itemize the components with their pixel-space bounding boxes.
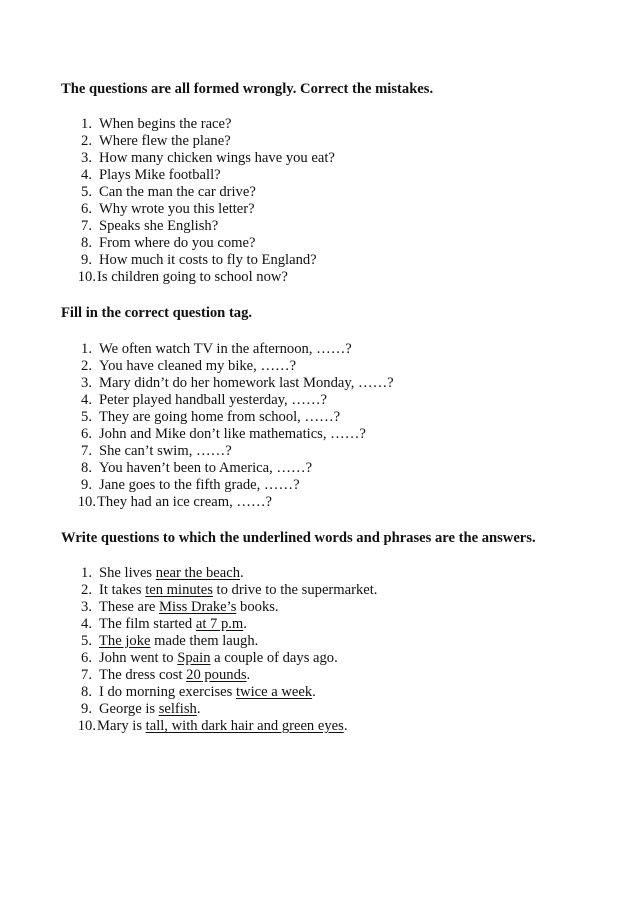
item-text-part: She lives (99, 565, 156, 581)
item-text-part: . (343, 718, 348, 734)
item-text-part: Speaks she English? (99, 218, 219, 234)
item-text-part: . (312, 684, 316, 700)
item-number: 3. (81, 599, 92, 615)
item-number: 9. (81, 701, 92, 717)
item-text-part: made them laugh. (150, 633, 259, 649)
item-text (99, 684, 316, 701)
item-number: 1. (81, 565, 92, 581)
item-text (99, 184, 256, 201)
item-number: 9. (81, 477, 92, 493)
item-text (99, 409, 340, 426)
item-text-part: The film started (99, 616, 196, 632)
item-text-part: These are (99, 599, 159, 615)
item-text-part: Where flew the plane? (99, 133, 231, 149)
item-text (99, 701, 200, 718)
item-text (99, 426, 366, 443)
item-text-part: . (240, 565, 244, 581)
item-text-part: From where do you come? (99, 235, 256, 251)
item-text (99, 375, 394, 392)
item-number: 4. (81, 392, 92, 408)
item-text (99, 616, 247, 633)
item-text (97, 269, 288, 286)
item-number: 6. (81, 201, 92, 217)
item-text-part: When begins the race? (99, 116, 232, 132)
item-text-part: Mary didn’t do her homework last Monday, ……? (99, 375, 394, 391)
underlined-phrase: twice a week (235, 684, 313, 700)
item-text-part: You haven’t been to America, ……? (99, 460, 313, 476)
item-text (99, 341, 352, 358)
item-text-part: John and Mike don’t like mathematics, ……? (99, 426, 366, 442)
item-number: 5. (81, 184, 92, 200)
item-text-part: books. (236, 599, 279, 615)
item-text-part: We often watch TV in the afternoon, ……? (99, 341, 352, 357)
item-text-part: . (243, 616, 247, 632)
item-text (97, 718, 347, 735)
item-text-part: Is children going to school now? (97, 269, 288, 285)
item-text (99, 667, 250, 684)
item-number: 3. (81, 375, 92, 391)
item-text-part: Why wrote you this letter? (99, 201, 255, 217)
item-number: 8. (81, 235, 92, 251)
item-text (99, 477, 300, 494)
item-text (99, 116, 232, 133)
underlined-phrase: Miss Drake’s (158, 599, 237, 615)
item-text-part: John went to (99, 650, 178, 666)
item-number: 10. (77, 718, 96, 734)
item-text (99, 565, 244, 582)
item-number: 7. (81, 218, 92, 234)
item-text (99, 392, 327, 409)
section-1-heading: The questions are all formed wrongly. Correct the mistakes. (61, 81, 434, 97)
item-text-part: . (196, 701, 201, 717)
item-number: 8. (81, 684, 92, 700)
item-text (99, 443, 232, 460)
item-number: 5. (81, 633, 92, 649)
item-text (99, 633, 258, 650)
item-number: 6. (81, 650, 92, 666)
item-text-part: How much it costs to fly to England? (99, 252, 317, 268)
underlined-phrase: The joke (99, 633, 151, 649)
item-number: 2. (81, 133, 92, 149)
underlined-phrase: 20 pounds (186, 667, 247, 683)
item-text-part: It takes (99, 582, 146, 598)
underlined-phrase: tall, with dark hair and green eyes (145, 718, 344, 734)
item-text-part: a couple of days ago. (210, 650, 338, 666)
item-text (99, 252, 317, 269)
item-number: 10. (77, 494, 96, 510)
item-text (99, 582, 377, 599)
item-number: 3. (81, 150, 92, 166)
item-text (99, 650, 338, 667)
item-number: 8. (81, 460, 92, 476)
item-text-part: George is (99, 701, 159, 717)
section-3-heading: Write questions to which the underlined words and phrases are the answers. (61, 530, 536, 546)
item-text (99, 150, 335, 167)
item-text-part: How many chicken wings have you eat? (99, 150, 335, 166)
item-text (99, 358, 296, 375)
item-text-part: Jane goes to the fifth grade, ……? (99, 477, 300, 493)
item-text-part: Can the man the car drive? (99, 184, 256, 200)
item-text (99, 235, 255, 252)
item-text (99, 201, 255, 218)
item-number: 7. (81, 443, 92, 459)
item-text (97, 494, 272, 511)
section-2-heading: Fill in the correct question tag. (61, 305, 253, 321)
item-number: 2. (81, 582, 92, 598)
underlined-phrase: selfish (158, 701, 197, 717)
item-text-part: I do morning exercises (99, 684, 236, 700)
underlined-phrase: Spain (177, 650, 211, 666)
item-number: 9. (81, 252, 92, 268)
underlined-phrase: at 7 p.m (195, 616, 244, 632)
item-text-part: You have cleaned my bike, ……? (99, 358, 297, 374)
item-text-part: to drive to the supermarket. (212, 582, 378, 598)
item-text-part: They had an ice cream, ……? (97, 494, 273, 510)
item-number: 5. (81, 409, 92, 425)
item-text-part: . (246, 667, 251, 683)
item-text-part: Plays Mike football? (99, 167, 221, 183)
item-text (99, 167, 221, 184)
item-text (99, 218, 218, 235)
item-number: 6. (81, 426, 92, 442)
item-text-part: She can’t swim, ……? (99, 443, 232, 459)
underlined-phrase: ten minutes (145, 582, 213, 598)
item-number: 4. (81, 616, 92, 632)
item-number: 7. (81, 667, 92, 683)
item-text-part: Peter played handball yesterday, ……? (99, 392, 328, 408)
item-text-part: Mary is (97, 718, 146, 734)
item-text (99, 133, 231, 150)
underlined-phrase: near the beach (155, 565, 241, 581)
item-text (99, 599, 279, 616)
item-number: 1. (81, 341, 92, 357)
item-number: 2. (81, 358, 92, 374)
item-number: 4. (81, 167, 92, 183)
item-text-part: They are going home from school, ……? (99, 409, 341, 425)
item-number: 1. (81, 116, 92, 132)
item-text-part: The dress cost (99, 667, 187, 683)
item-number: 10. (77, 269, 96, 285)
item-text (99, 460, 312, 477)
